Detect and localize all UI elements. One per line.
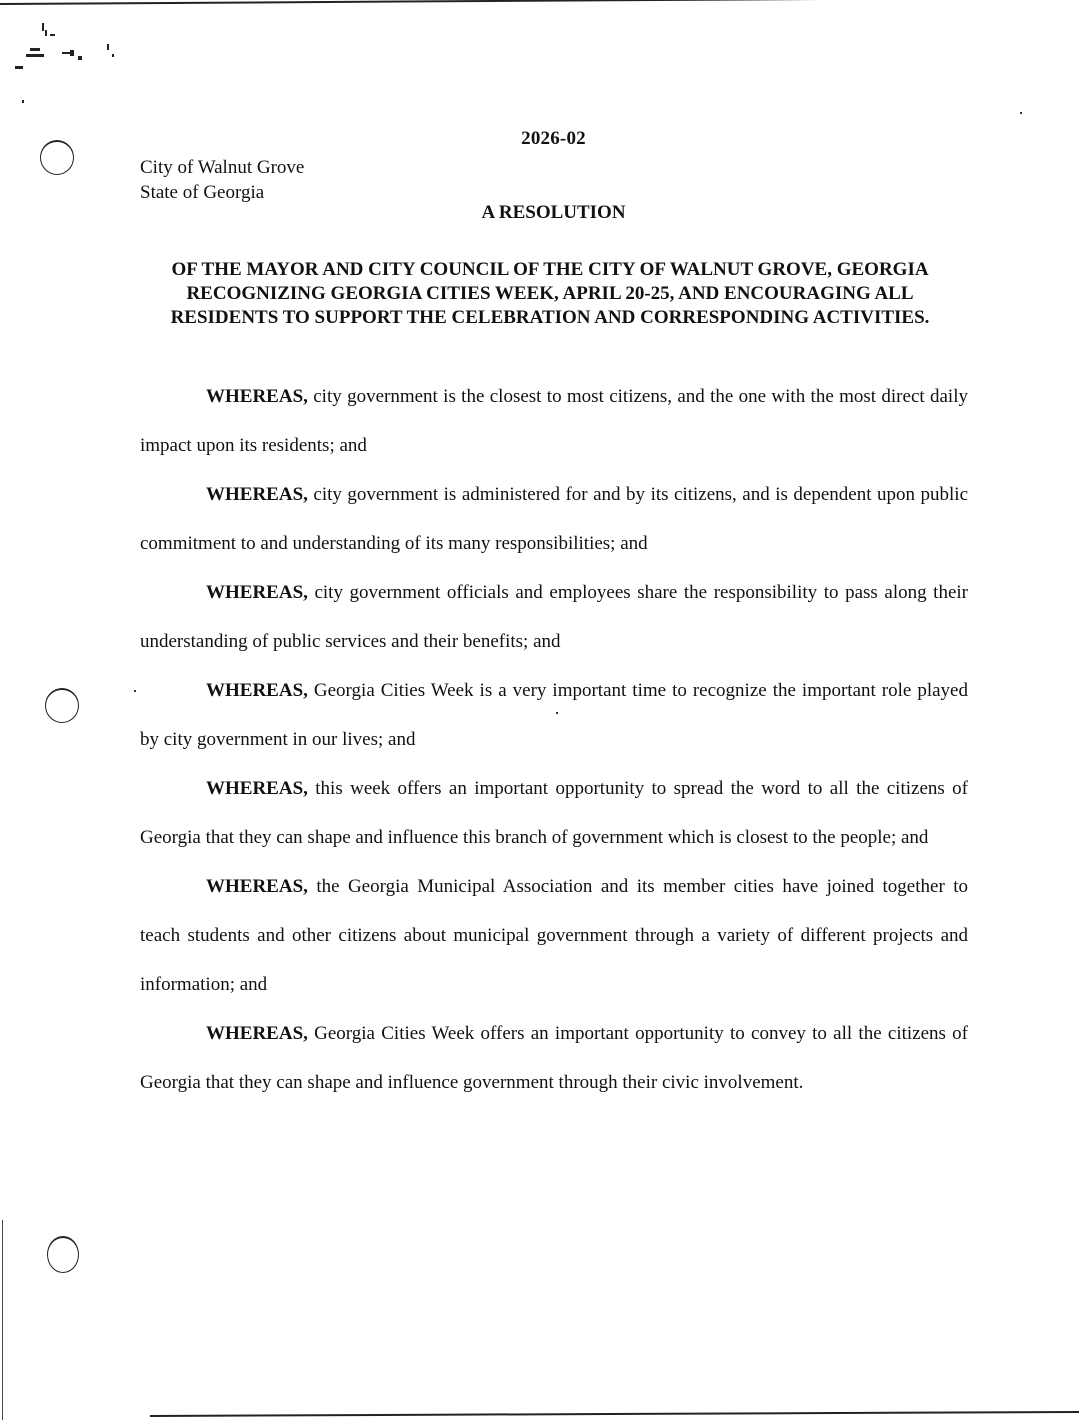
city-name: City of Walnut Grove: [140, 157, 305, 178]
clause-text: Georgia Cities Week offers an important opportunity to convey to all the citizens of Georgia that they can shape and influence government through their civic involvement.: [140, 1023, 968, 1093]
clause-lead: WHEREAS,: [206, 386, 308, 407]
scan-speck: [1020, 112, 1022, 114]
scan-edge-left: [2, 1220, 3, 1420]
clause-lead: WHEREAS,: [206, 876, 308, 897]
state-name: State of Georgia: [140, 182, 265, 203]
whereas-clause: [140, 1009, 968, 1107]
clause-lead: WHEREAS,: [206, 1023, 308, 1044]
whereas-clause: [140, 568, 968, 666]
clause-lead: WHEREAS,: [206, 582, 308, 603]
scan-speck: [134, 690, 136, 692]
clause-lead: WHEREAS,: [206, 484, 308, 505]
clause-text: city government is administered for and by its citizens, and is dependent upon public commitment to and understanding of its many responsibilities; and: [140, 484, 968, 554]
clause-text: the Georgia Municipal Association and its member cities have joined together to teach students and other citizens about municipal government through a variety of different projects and information; and: [140, 876, 968, 995]
clause-text: city government officials and employees share the responsibility to pass along their understanding of public services and their benefits; and: [140, 582, 968, 652]
whereas-clause: [140, 372, 968, 470]
jurisdiction-block: [140, 155, 304, 205]
scan-edge-bottom: [150, 1411, 1079, 1417]
resolution-heading: OF THE MAYOR AND CITY COUNCIL OF THE CITY OF WALNUT GROVE, GEORGIA RECOGNIZING GEORGIA CITIES WEEK, APRIL 20-25, AND ENCOURAGING ALL RESIDENTS TO SUPPORT THE CELEBRATION AND CORRESPONDING ACTIVITIES.: [170, 259, 930, 328]
scan-smudge-mark: [12, 18, 122, 108]
clause-lead: WHEREAS,: [206, 680, 308, 701]
clause-lead: WHEREAS,: [206, 778, 308, 799]
binder-hole-middle: [45, 688, 79, 723]
whereas-clause: [140, 470, 968, 568]
scan-edge-top: [0, 0, 860, 5]
whereas-clause: [140, 862, 968, 1009]
resolution-number: 2026-02: [521, 128, 586, 149]
resolution-title: A RESOLUTION: [481, 202, 626, 223]
resolution-body: [140, 372, 968, 1107]
clause-text: Georgia Cities Week is a very important time to recognize the important role played by city government in our lives; and: [140, 680, 968, 750]
clause-text: city government is the closest to most citizens, and the one with the most direct daily impact upon its residents; and: [140, 386, 968, 456]
binder-hole-bottom: [47, 1236, 79, 1273]
whereas-clause: [140, 666, 968, 764]
whereas-clause: [140, 764, 968, 862]
clause-text: this week offers an important opportunity to spread the word to all the citizens of Georgia that they can shape and influence this branch of government which is closest to the people; and: [140, 778, 968, 848]
